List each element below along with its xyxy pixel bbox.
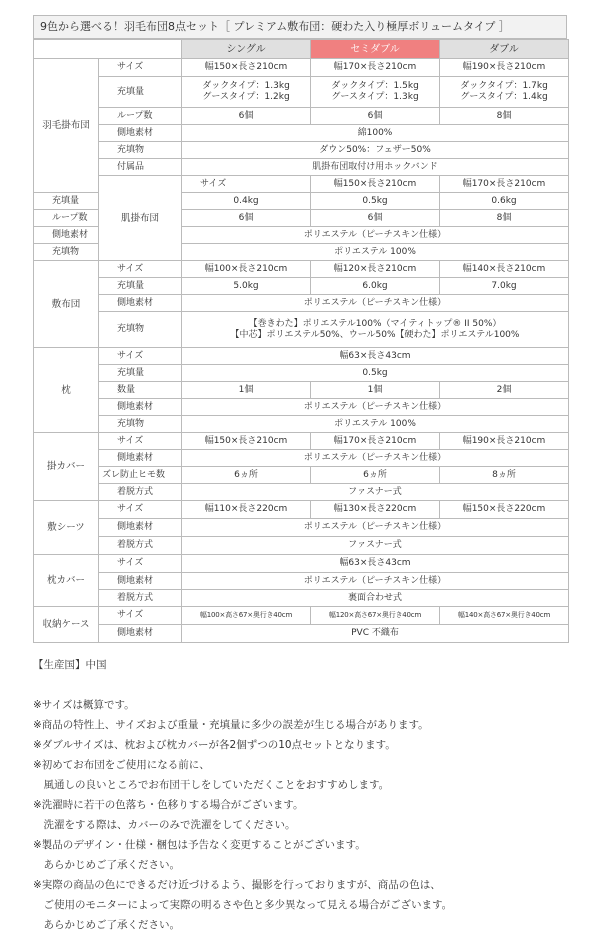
attr-label: ループ数 xyxy=(99,108,182,125)
cell-value: 8ヵ所 xyxy=(440,467,569,484)
attr-label: 側地素材 xyxy=(99,625,182,643)
cell-value: 8個 xyxy=(440,210,569,227)
cell-value: 0.5kg xyxy=(311,193,440,210)
note-line: あらかじめご了承ください。 xyxy=(33,919,180,931)
cell-value: 0.4kg xyxy=(182,193,311,210)
cell-value: 6.0kg xyxy=(311,278,440,295)
table-row xyxy=(34,607,569,625)
table-row xyxy=(34,555,569,573)
note-line: あらかじめご了承ください。 xyxy=(33,859,180,871)
attr-label: サイズ xyxy=(99,261,182,278)
cell-value: 幅150×長さ210cm xyxy=(311,176,440,193)
table-row xyxy=(34,159,569,176)
table-row xyxy=(34,450,569,467)
note-line: ※商品の特性上、サイズおよび重量・充填量に多少の誤差が生じる場合があります。 xyxy=(33,719,429,731)
attr-label: 付属品 xyxy=(99,159,182,176)
attr-label: 着脱方式 xyxy=(99,590,182,607)
fill-goose: グースタイプ：1.4kg xyxy=(460,92,548,102)
origin-text: 【生産国】中国 xyxy=(33,659,107,671)
table-row xyxy=(34,295,569,312)
cell-value: 幅130×長さ220cm xyxy=(311,501,440,519)
cell-value: 幅170×長さ210cm xyxy=(440,176,569,193)
attr-label: 数量 xyxy=(99,382,182,399)
table-row xyxy=(34,399,569,416)
attr-label: 充填量 xyxy=(99,278,182,295)
cell-value: 幅150×長さ210cm xyxy=(182,59,311,77)
table-row xyxy=(34,519,569,537)
table-row xyxy=(34,537,569,555)
table-row xyxy=(34,416,569,433)
table-row xyxy=(34,59,569,77)
table-row xyxy=(34,501,569,519)
attr-label: 着脱方式 xyxy=(99,484,182,501)
cell-value: 幅190×長さ210cm xyxy=(440,59,569,77)
cell-value: 6個 xyxy=(311,108,440,125)
cell-value: 6ヵ所 xyxy=(311,467,440,484)
cell-value: ポリエステル 100% xyxy=(182,416,569,433)
cell-value: 2個 xyxy=(440,382,569,399)
cell-value: 幅190×長さ210cm xyxy=(440,433,569,450)
cell-value: 幅63×長さ43cm xyxy=(182,348,569,365)
cell-value: 幅170×長さ210cm xyxy=(311,433,440,450)
cell-value: ファスナー式 xyxy=(182,537,569,555)
note-line: ※実際の商品の色にできるだけ近づけるよう、撮影を行っておりますが、商品の色は、 xyxy=(33,879,441,891)
fill-goose: グースタイプ：1.2kg xyxy=(202,92,290,102)
table-row xyxy=(34,142,569,159)
table-row xyxy=(34,365,569,382)
attr-label: サイズ xyxy=(99,607,182,625)
cell-value: 7.0kg xyxy=(440,278,569,295)
cell-value: 幅110×長さ220cm xyxy=(182,501,311,519)
category-label: 枕 xyxy=(34,348,99,433)
table-row xyxy=(34,176,569,193)
attr-label: 側地素材 xyxy=(99,450,182,467)
category-label: 敷布団 xyxy=(34,261,99,348)
attr-label: ループ数 xyxy=(34,210,99,227)
table-row xyxy=(34,590,569,607)
attr-label: サイズ xyxy=(182,176,311,193)
cell-value xyxy=(182,312,569,348)
cell-value: PVC 不織布 xyxy=(182,625,569,643)
cell-value: 幅140×長さ210cm xyxy=(440,261,569,278)
attr-label: サイズ xyxy=(99,501,182,519)
cell-value: ポリエステル（ピーチスキン仕様） xyxy=(182,295,569,312)
attr-label: 充填量 xyxy=(99,77,182,108)
table-row xyxy=(34,382,569,399)
cell-value: 6個 xyxy=(311,210,440,227)
category-label: 肌掛布団 xyxy=(99,176,182,261)
category-label: 敷シーツ xyxy=(34,501,99,555)
cell-value: 6個 xyxy=(182,108,311,125)
category-label: 収納ケース xyxy=(34,607,99,643)
note-line: ※製品のデザイン・仕様・梱包は予告なく変更することがございます。 xyxy=(33,839,366,851)
table-row xyxy=(34,261,569,278)
cell-value: 幅120×高さ67×奥行き40cm xyxy=(311,607,440,625)
fill-goose: グースタイプ：1.3kg xyxy=(331,92,419,102)
cell-value: 幅140×高さ67×奥行き40cm xyxy=(440,607,569,625)
cell-value: ダウン50%：フェザー50% xyxy=(182,142,569,159)
attr-label: 充填物 xyxy=(34,244,99,261)
cell-value xyxy=(440,77,569,108)
table-row xyxy=(34,278,569,295)
cell-value: ポリエステル（ピーチスキン仕様） xyxy=(182,519,569,537)
cell-value: ポリエステル（ピーチスキン仕様） xyxy=(182,573,569,590)
filling-line-2: 【中芯】ポリエステル50%、ウール50%【硬わた】ポリエステル100% xyxy=(230,329,520,340)
fill-duck: ダックタイプ：1.7kg xyxy=(460,81,548,91)
cell-value: ポリエステル（ピーチスキン仕様） xyxy=(182,227,569,244)
table-row xyxy=(34,312,569,348)
col-double: ダブル xyxy=(440,40,569,59)
attr-label: 充填物 xyxy=(99,142,182,159)
cell-value: 肌掛布団取付け用ホックバンド xyxy=(182,159,569,176)
note-line: ※サイズは概算です。 xyxy=(33,699,135,711)
cell-value: 5.0kg xyxy=(182,278,311,295)
attr-label: 側地素材 xyxy=(99,125,182,142)
table-row xyxy=(34,467,569,484)
cell-value xyxy=(182,77,311,108)
table-row xyxy=(34,108,569,125)
table-row xyxy=(34,625,569,643)
attr-label: サイズ xyxy=(99,433,182,450)
cell-value: 幅170×長さ210cm xyxy=(311,59,440,77)
fill-duck: ダックタイプ：1.5kg xyxy=(331,81,419,91)
cell-value: 裏面合わせ式 xyxy=(182,590,569,607)
cell-value: 綿100% xyxy=(182,125,569,142)
attr-label: サイズ xyxy=(99,348,182,365)
category-label: 掛カバー xyxy=(34,433,99,501)
note-line: 洗濯をする際は、カバーのみで洗濯をしてください。 xyxy=(33,819,296,831)
cell-value xyxy=(311,77,440,108)
cell-value: 8個 xyxy=(440,108,569,125)
header-row xyxy=(34,40,569,59)
attr-label: サイズ xyxy=(99,555,182,573)
table-row xyxy=(34,348,569,365)
attr-label: 側地素材 xyxy=(34,227,99,244)
cell-value: 幅150×長さ220cm xyxy=(440,501,569,519)
cell-value: 幅150×長さ210cm xyxy=(182,433,311,450)
note-line: 風通しの良いところでお布団干しをしていただくことをおすすめします。 xyxy=(33,779,390,791)
attr-label: 充填量 xyxy=(99,365,182,382)
attr-label: 側地素材 xyxy=(99,519,182,537)
cell-value: 幅120×長さ210cm xyxy=(311,261,440,278)
note-line: ※洗濯時に若干の色落ち・色移りする場合がございます。 xyxy=(33,799,304,811)
cell-value: 6個 xyxy=(182,210,311,227)
table-row xyxy=(34,125,569,142)
cell-value: 1個 xyxy=(311,382,440,399)
note-line: ※初めてお布団をご使用になる前に、 xyxy=(33,759,210,771)
note-line: ご使用のモニターによって実際の明るさや色と多少異なって見える場合がございます。 xyxy=(33,899,453,911)
table-row xyxy=(34,433,569,450)
attr-label: 充填物 xyxy=(99,312,182,348)
attr-label: 側地素材 xyxy=(99,399,182,416)
cell-value: 幅100×高さ67×奥行き40cm xyxy=(182,607,311,625)
cell-value: 幅100×長さ210cm xyxy=(182,261,311,278)
category-label: 羽毛掛布団 xyxy=(34,59,99,193)
cell-value: ポリエステル（ピーチスキン仕様） xyxy=(182,399,569,416)
filling-line-1: 【巻きわた】ポリエステル100%（マイティトップ® II 50%） xyxy=(248,318,502,329)
cell-value: ファスナー式 xyxy=(182,484,569,501)
col-semi-double: セミダブル xyxy=(311,40,440,59)
cell-value: 6ヵ所 xyxy=(182,467,311,484)
attr-label: 充填物 xyxy=(99,416,182,433)
cell-value: 幅63×長さ43cm xyxy=(182,555,569,573)
category-label: 枕カバー xyxy=(34,555,99,607)
col-single: シングル xyxy=(182,40,311,59)
cell-value: 0.5kg xyxy=(182,365,569,382)
cell-value: 0.6kg xyxy=(440,193,569,210)
cell-value: 1個 xyxy=(182,382,311,399)
attr-label: ズレ防止ヒモ数 xyxy=(99,467,182,484)
table-row xyxy=(34,484,569,501)
fill-duck: ダックタイプ：1.3kg xyxy=(202,81,290,91)
attr-label: 側地素材 xyxy=(99,573,182,590)
attr-label: サイズ xyxy=(99,59,182,77)
note-line: ※ダブルサイズは、枕および枕カバーが各2個ずつの10点セットとなります。 xyxy=(33,739,396,751)
table-row xyxy=(34,573,569,590)
page-title: 9色から選べる！羽毛布団8点セット［ プレミアム敷布団：硬わた入り極厚ボリュームタイプ ］ xyxy=(33,15,567,39)
table-row xyxy=(34,77,569,108)
header-blank xyxy=(34,40,182,59)
attr-label: 充填量 xyxy=(34,193,99,210)
cell-value: ポリエステル 100% xyxy=(182,244,569,261)
attr-label: 側地素材 xyxy=(99,295,182,312)
spec-table xyxy=(33,39,569,643)
cell-value: ポリエステル（ピーチスキン仕様） xyxy=(182,450,569,467)
attr-label: 着脱方式 xyxy=(99,537,182,555)
